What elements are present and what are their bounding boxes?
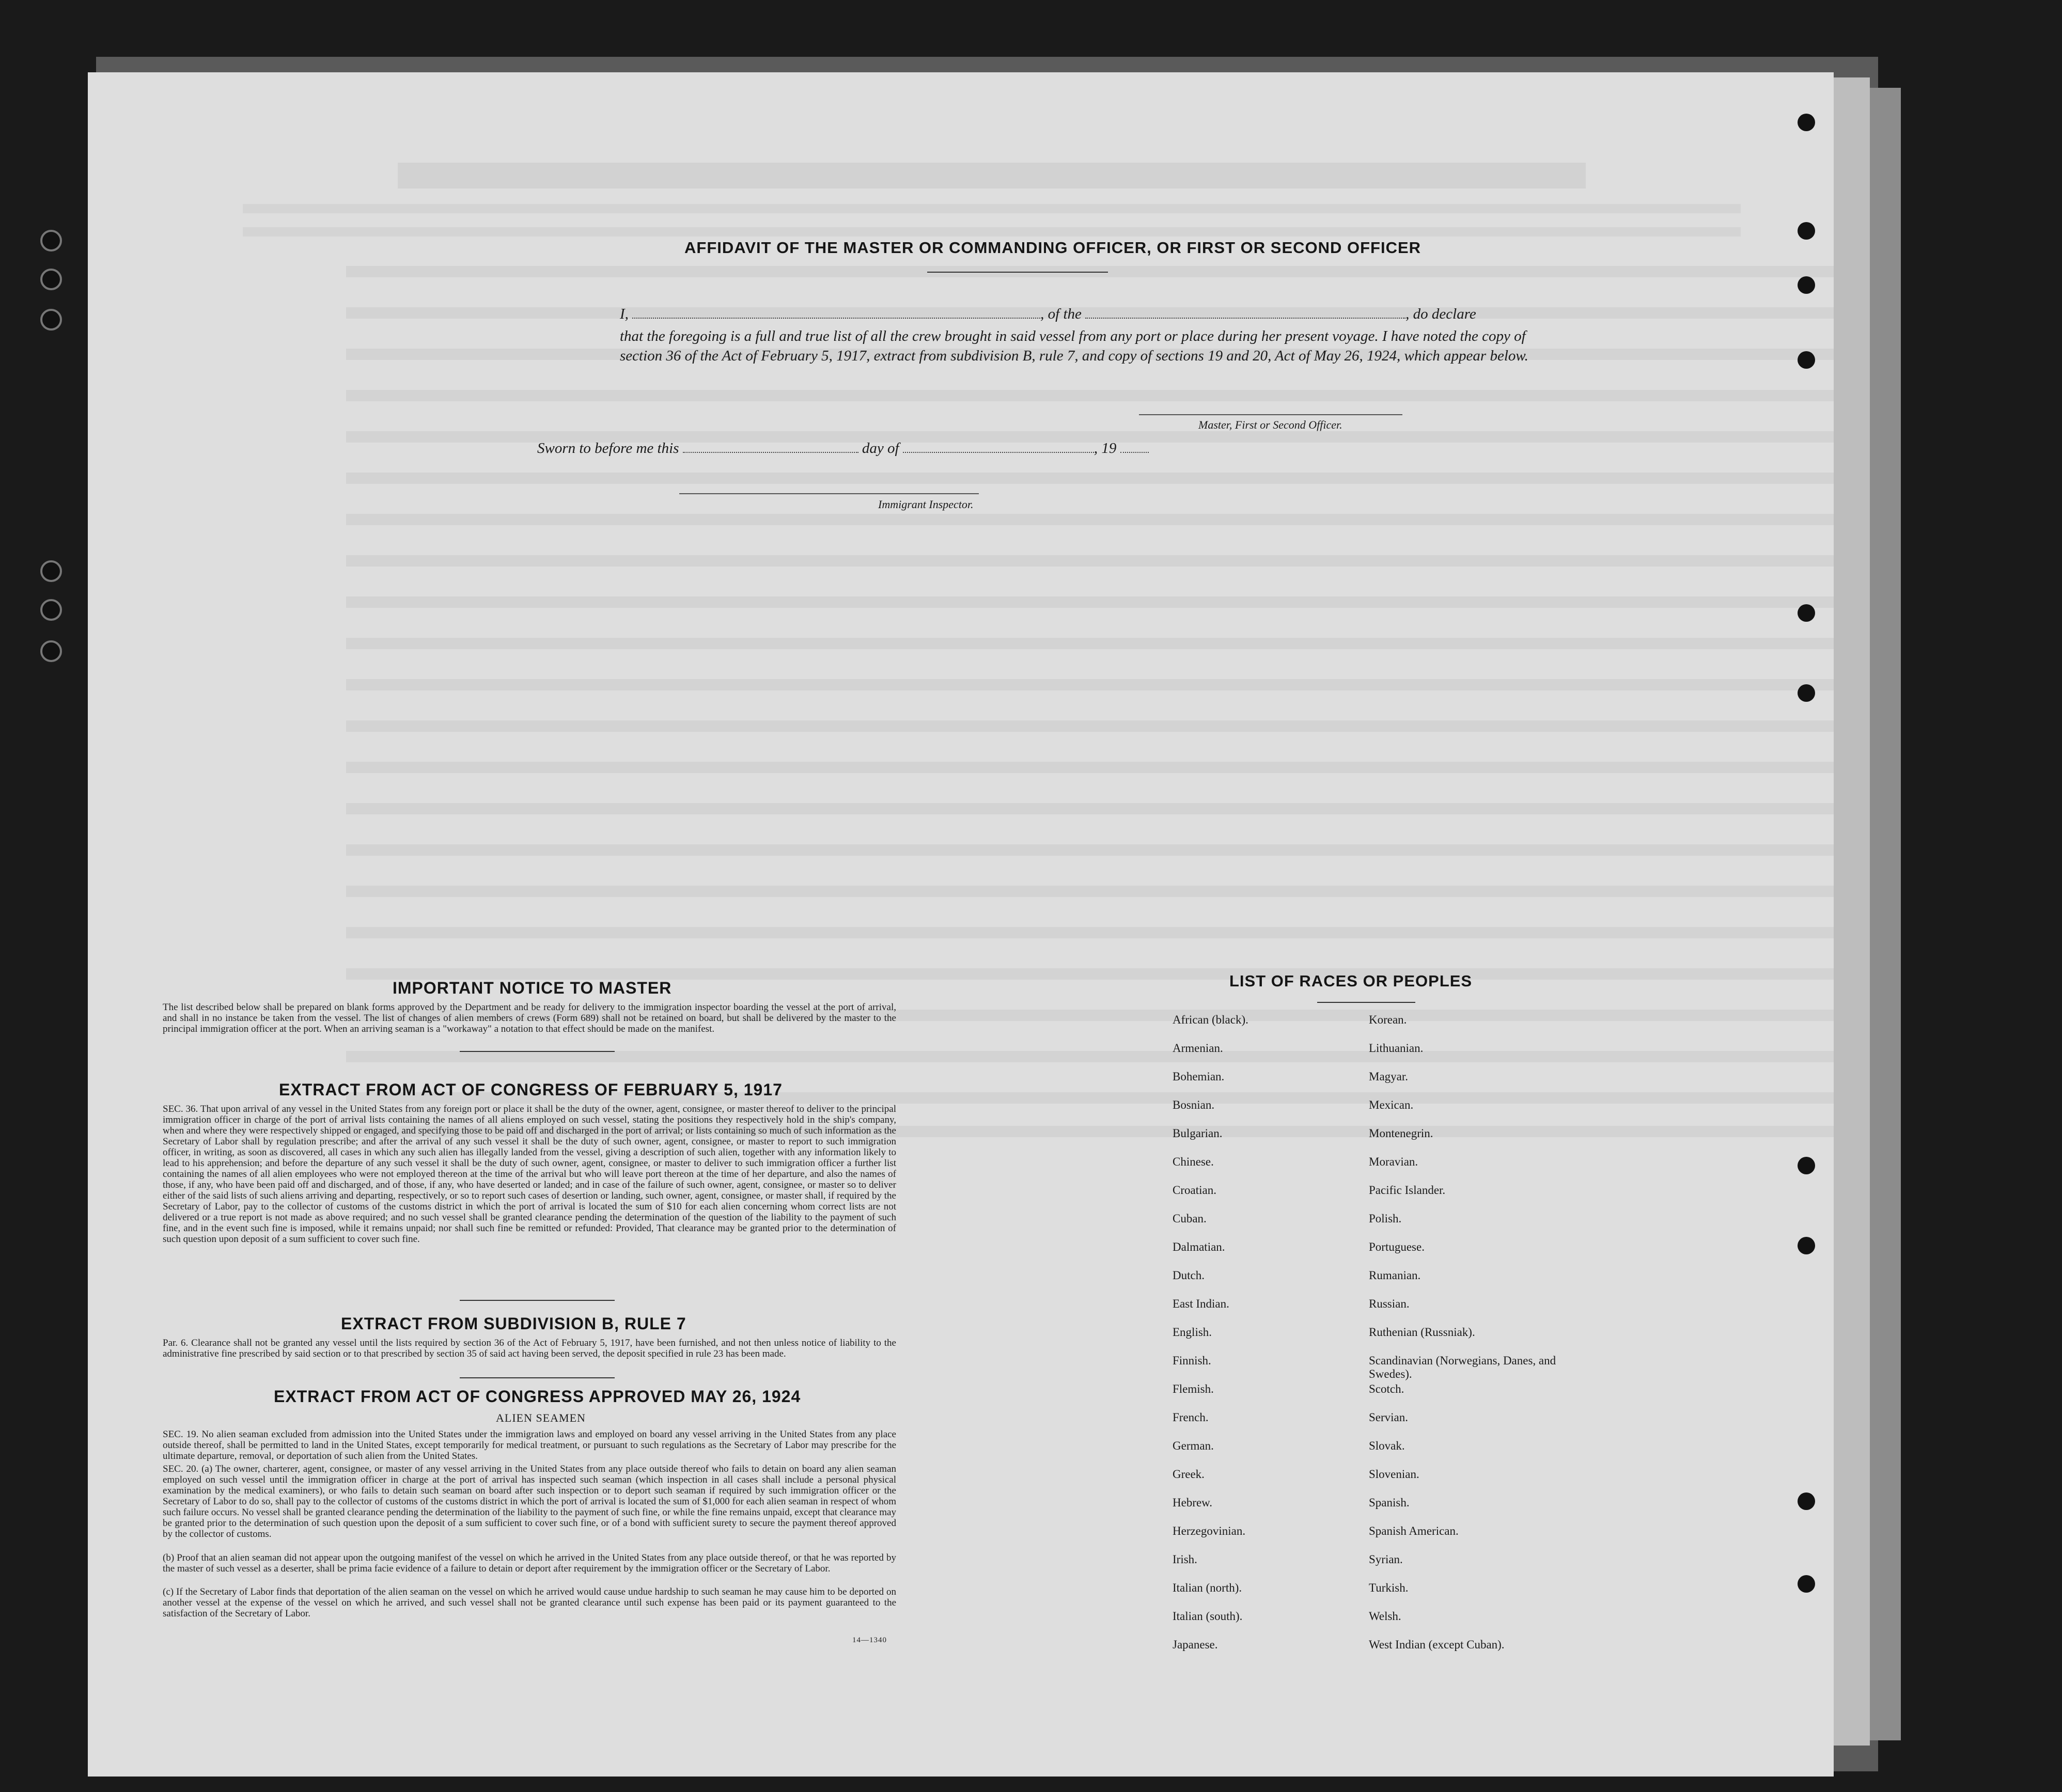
affidavit-i: I, bbox=[620, 306, 629, 322]
punch-hole bbox=[1798, 114, 1815, 131]
race-item: Slovak. bbox=[1369, 1439, 1405, 1452]
document-page bbox=[88, 72, 1834, 1777]
punch-hole bbox=[1798, 604, 1815, 622]
notice-title: IMPORTANT NOTICE TO MASTER bbox=[393, 979, 672, 997]
race-item: West Indian (except Cuban). bbox=[1369, 1638, 1505, 1651]
race-item: Scotch. bbox=[1369, 1382, 1404, 1395]
divider bbox=[927, 272, 1108, 273]
punch-hole bbox=[1798, 1237, 1815, 1254]
races-title: LIST OF RACES OR PEOPLES bbox=[1229, 972, 1473, 990]
binder-ring bbox=[40, 269, 62, 290]
divider bbox=[460, 1300, 615, 1301]
punch-hole bbox=[1798, 351, 1815, 369]
page-edge bbox=[1870, 88, 1901, 1740]
race-item: Italian (north). bbox=[1173, 1581, 1242, 1594]
signature-label: Master, First or Second Officer. bbox=[1198, 418, 1342, 431]
page-edge bbox=[1834, 77, 1870, 1746]
affidavit-declaration-line bbox=[620, 306, 1476, 323]
race-item: French. bbox=[1173, 1411, 1209, 1424]
vessel-blank[interactable] bbox=[1085, 318, 1405, 319]
race-item: East Indian. bbox=[1173, 1297, 1229, 1310]
punch-hole bbox=[1798, 276, 1815, 294]
race-item: Rumanian. bbox=[1369, 1269, 1421, 1282]
punch-hole bbox=[1798, 1575, 1815, 1593]
race-item: Magyar. bbox=[1369, 1070, 1409, 1083]
sworn-day-blank[interactable] bbox=[683, 452, 858, 453]
extract-rule7-text: Par. 6. Clearance shall not be granted any vessel until the lists required by section 36 of the Act of February 5, 1917, have been furnished, and not then unless notice of liability to the administrative fine prescribed by said section or to that prescribed by section 35 of said act having been served, the deposit specified in rule 23 has been made. bbox=[163, 1338, 896, 1359]
punch-hole bbox=[1798, 684, 1815, 702]
affidavit-body: that the foregoing is a full and true list of all the crew brought in said vessel from any port or place during her present voyage. I have noted the copy of section 36 of the Act of February 5, 1917, extract from subdivision B, rule 7, and copy of sections 19 and 20, Act of May 26, 1924, which appear below. bbox=[620, 328, 1528, 364]
sworn-year-blank[interactable] bbox=[1120, 452, 1149, 453]
race-item: Welsh. bbox=[1369, 1610, 1401, 1623]
affidavit-of-the: , of the bbox=[1040, 306, 1082, 322]
race-item: Lithuanian. bbox=[1369, 1042, 1424, 1055]
race-item: Greek. bbox=[1173, 1468, 1205, 1481]
divider bbox=[1317, 1002, 1415, 1003]
extract-1924-title: EXTRACT FROM ACT OF CONGRESS APPROVED MAY 26, 1924 bbox=[274, 1387, 801, 1406]
name-blank[interactable] bbox=[632, 318, 1040, 319]
race-item: Dutch. bbox=[1173, 1269, 1205, 1282]
race-item: Ruthenian (Russniak). bbox=[1369, 1326, 1475, 1339]
race-item: Russian. bbox=[1369, 1297, 1410, 1310]
race-item: Mexican. bbox=[1369, 1098, 1414, 1111]
sec20c-text: (c) If the Secretary of Labor finds that deportation of the alien seaman on the vessel on which he arrived would cause undue hardship to such seaman he may cause him to be deported on another vessel at the expense of the vessel on which he arrived, and such vessel shall not be granted clearance until such expense has been paid or its payment guaranteed to the satisfaction of the Secretary of Labor. bbox=[163, 1586, 896, 1619]
binder-ring bbox=[40, 309, 62, 331]
extract-1917-title: EXTRACT FROM ACT OF CONGRESS OF FEBRUARY 5, 1917 bbox=[279, 1080, 783, 1099]
race-item: Montenegrin. bbox=[1369, 1127, 1433, 1140]
sworn-month-blank[interactable] bbox=[903, 452, 1094, 453]
sworn-prefix: Sworn to before me this bbox=[537, 440, 679, 457]
race-item: Polish. bbox=[1369, 1212, 1402, 1225]
race-item: Korean. bbox=[1369, 1013, 1407, 1026]
race-item: Bosnian. bbox=[1173, 1098, 1215, 1111]
affidavit-declare: , do declare bbox=[1405, 306, 1476, 322]
punch-hole bbox=[1798, 1492, 1815, 1510]
binder-ring bbox=[40, 599, 62, 621]
race-item: Slovenian. bbox=[1369, 1468, 1419, 1481]
alien-seamen-subtitle: ALIEN SEAMEN bbox=[496, 1411, 586, 1424]
sworn-day-of: day of bbox=[862, 440, 899, 457]
race-item: English. bbox=[1173, 1326, 1212, 1339]
binder-ring bbox=[40, 560, 62, 582]
sec20b-text: (b) Proof that an alien seaman did not appear upon the outgoing manifest of the vessel on which he arrived in the United States from any place outside thereof, or that he was reported by the master of such vessel as a deserter, shall be prima facie evidence of a failure to detain or deport after requirement by the immigration officer or the Secretary of Labor. bbox=[163, 1552, 896, 1574]
form-number: 14—1340 bbox=[852, 1636, 887, 1644]
sec20a-text: SEC. 20. (a) The owner, charterer, agent, consignee, or master of any vessel arriving in the United States from any place outside thereof who fails to detain on board any alien seaman employed on such vessel until the immigration officer in charge at the port of arrival has inspected such seaman (which inspection in all cases shall include a personal physical examination by the medical examiners), or who fails to detain such seaman on board after such inspection or to deport such seaman if required by such immigration officer or the Secretary of Labor to do so, shall pay to the collector of customs of the customs district in which the port of arrival is located the sum of $1,000 for each alien seaman in respect of whom such failure occurs. No vessel shall be granted clearance pending the determination of the liability to the payment of such fine, or while the fine remains unpaid, except that clearance may be granted prior to the determination of such question upon the deposit of a sum sufficient to cover such fine, or of a bond with sufficient surety to secure the payment thereof approved by the collector of customs. bbox=[163, 1464, 896, 1539]
race-item: Hebrew. bbox=[1173, 1496, 1213, 1509]
race-item: Moravian. bbox=[1369, 1155, 1418, 1168]
binder-ring bbox=[40, 230, 62, 251]
race-item: Dalmatian. bbox=[1173, 1240, 1225, 1253]
race-item: Herzegovinian. bbox=[1173, 1524, 1246, 1537]
race-item: Armenian. bbox=[1173, 1042, 1223, 1055]
race-item: Scandinavian (Norwegians, Danes, and Swedes). bbox=[1369, 1354, 1556, 1380]
inspector-line bbox=[679, 493, 979, 494]
race-item: Spanish. bbox=[1369, 1496, 1410, 1509]
race-item: Turkish. bbox=[1369, 1581, 1409, 1594]
race-item: Bohemian. bbox=[1173, 1070, 1225, 1083]
race-item: Japanese. bbox=[1173, 1638, 1218, 1651]
race-item: Chinese. bbox=[1173, 1155, 1214, 1168]
signature-line bbox=[1139, 414, 1402, 415]
race-item: Spanish American. bbox=[1369, 1524, 1459, 1537]
inspector-label: Immigrant Inspector. bbox=[878, 498, 974, 511]
races-left-column bbox=[1173, 1013, 1358, 1667]
race-item: Flemish. bbox=[1173, 1382, 1214, 1395]
binder-ring bbox=[40, 640, 62, 662]
race-item: Finnish. bbox=[1173, 1354, 1211, 1367]
race-item: Bulgarian. bbox=[1173, 1127, 1223, 1140]
punch-hole bbox=[1798, 1157, 1815, 1174]
race-item: Portuguese. bbox=[1369, 1240, 1425, 1253]
sworn-year: , 19 bbox=[1094, 440, 1117, 457]
race-item: African (black). bbox=[1173, 1013, 1248, 1026]
race-item: Croatian. bbox=[1173, 1184, 1216, 1197]
notice-text: The list described below shall be prepared on blank forms approved by the Department and be ready for delivery to the immigration inspector boarding the vessel at the port of arrival, and shall in no instance be taken from the vessel. The list of changes of alien members of crews (Form 689) shall not be retained on board, but shall be delivered by the master to the principal immigration officer at the port. When an arriving seaman is a "workaway" a notation to that effect should be made on the manifest. bbox=[163, 1002, 896, 1034]
races-right-column bbox=[1369, 1013, 1575, 1667]
punch-hole bbox=[1798, 222, 1815, 240]
sworn-line bbox=[537, 440, 1149, 457]
race-item: Italian (south). bbox=[1173, 1610, 1243, 1623]
affidavit-title: AFFIDAVIT OF THE MASTER OR COMMANDING OFFICER, OR FIRST OR SECOND OFFICER bbox=[684, 239, 1421, 257]
divider bbox=[460, 1051, 615, 1052]
extract-1917-text: SEC. 36. That upon arrival of any vessel in the United States from any foreign port or place it shall be the duty of the owner, agent, consignee, or master thereof to deliver to the principal immigration officer in charge of the port of arrival lists containing the names of all aliens employed on such vessel, stating the positions they respectively hold in the ship's company, when and where they were respectively shipped or engaged, and specifying those to be paid off and discharged in the port of arrival; or lists containing so much of such information as the Secretary of Labor shall by regulation prescribe; and after the arrival of any such vessel it shall be the duty of such owner, agent, consignee, or master to report to such immigration officer, in writing, as soon as discovered, all cases in which any such alien has illegally landed from the vessel, giving a description of such alien, together with any information likely to lead to his apprehension; and before the departure of any such vessel it shall be the duty of such owner, agent, consignee, or master to deliver to such immigration officer a further list containing the names of all alien employees who were not employed thereon at the time of the arrival but who will leave port thereon at the time of her departure, and also the names of those, if any, who have been paid off and discharged, and of those, if any, who have deserted or landed; and in case of the failure of such owner, agent, consignee, or master so to deliver either of the said lists of such aliens arriving and departing, respectively, or so to report such cases of desertion or landing, such owner, agent, consignee, or master shall, if required by the Secretary of Labor, pay to the collector of customs of the customs district in which the port of arrival is located the sum of $10 for each alien concerning whom correct lists are not delivered or a true report is not made as above required; and no such vessel shall be granted clearance pending the determination of the question of the liability to the payment of such fine, and in the event such fine is imposed, while it remains unpaid; nor shall such fine be remitted or refunded: Provided, That clearance may be granted prior to the determination of such question upon deposit of a sum sufficient to cover such fine. bbox=[163, 1104, 896, 1245]
sec19-text: SEC. 19. No alien seaman excluded from admission into the United States under the immigration laws and employed on board any vessel arriving in the United States from any place outside thereof, shall be permitted to land in the United States, except temporarily for medical treatment, or pursuant to such regulations as the Secretary of Labor may prescribe for the ultimate departure, removal, or deportation of such alien from the United States. bbox=[163, 1429, 896, 1461]
race-item: Servian. bbox=[1369, 1411, 1409, 1424]
race-item: Pacific Islander. bbox=[1369, 1184, 1446, 1197]
race-item: German. bbox=[1173, 1439, 1214, 1452]
race-item: Syrian. bbox=[1369, 1553, 1403, 1566]
extract-rule7-title: EXTRACT FROM SUBDIVISION B, RULE 7 bbox=[341, 1314, 686, 1333]
divider bbox=[460, 1377, 615, 1378]
race-item: Irish. bbox=[1173, 1553, 1197, 1566]
race-item: Cuban. bbox=[1173, 1212, 1207, 1225]
